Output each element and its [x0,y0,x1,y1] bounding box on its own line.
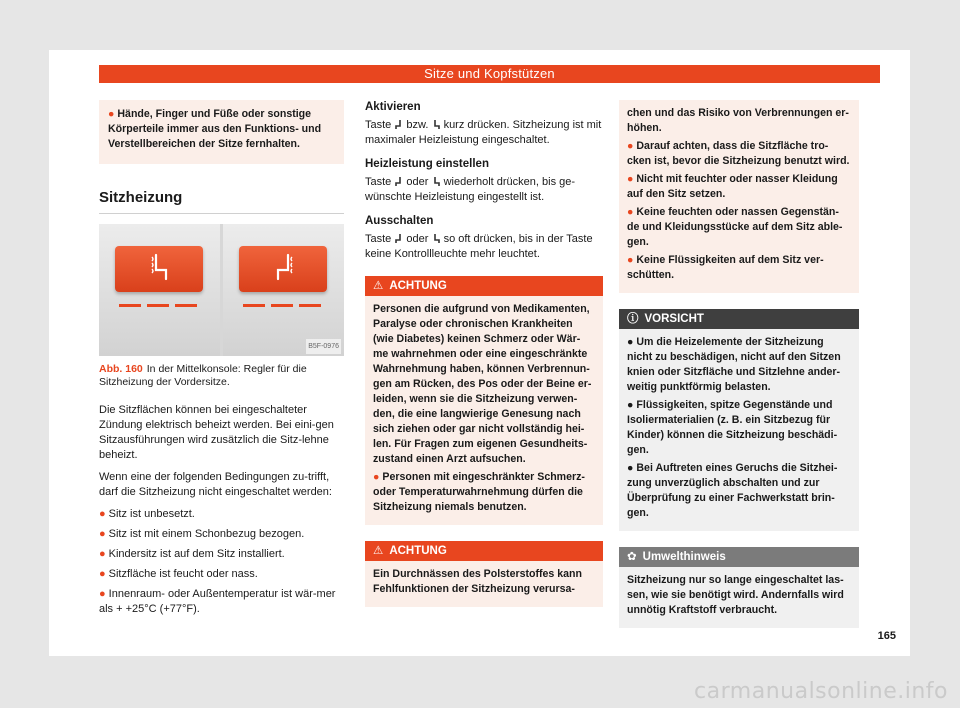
warning-triangle-icon: ⚠ [373,545,384,557]
right-control-panel [223,224,344,356]
environment-header: ✿ Umwelthinweis [619,547,859,567]
indicator-led [271,304,293,307]
subheading-off: Ausschalten [365,215,434,227]
seat-heating-icon [149,252,171,286]
list-item: ● Innenraum- oder Außentemperatur ist wär-mer als + +25°C (+77°F). [99,588,336,615]
caption-label: Abb. 160 [99,363,143,375]
indicator-led [175,304,197,307]
paragraph: Die Sitzflächen können bei eingeschalteter Zündung elektrisch beheizt werden. Bei eini-gen Sitzausführungen wird zusätzlich die Sitz-lehne beheizt. [99,404,334,461]
indicator-led [119,304,141,307]
list-item: ● Sitzfläche ist feucht oder nass. [99,568,258,580]
seat-heat-right-icon [432,176,441,187]
column-middle [365,100,603,607]
caution-header: ⓘ VORSICHT [619,309,859,329]
page-number: 165 [877,630,896,642]
flower-icon: ✿ [627,551,637,563]
seat-heating-button-right [239,246,327,292]
paragraph: Taste bzw. kurz drücken. Sitzheizung ist mit maximaler Heizleistung eingeschaltet. [365,119,602,146]
warning-continuation: chen und das Risiko von Verbrennungen er-höhen. ● Darauf achten, dass die Sitzfläche tro-cken ist, bevor die Sitzheizung benutzt wird. ● Nicht mit feuchter oder nasser Kleidung auf den Sitz setzen. ● Keine feuchten oder nassen Gegenstän-de und Kleidungsstücke auf dem Sitz able-gen. ● Keine Flüssigkeiten auf dem Sitz ver-schütten. [619,100,859,293]
seat-heating-icon [273,252,295,286]
warning-box [365,276,603,525]
indicator-led [147,304,169,307]
section-title: Sitzheizung [99,190,344,214]
body-text [99,403,344,617]
warning-body: Personen die aufgrund von Medikamenten, Paralyse oder chronischen Krankheiten (wie Diabetes) keinen Schmerz oder Wär-me wahrnehmen oder eine eingeschränkte Wahrnehmung haben, können Verbrennun-gen am Rücken, des Pos oder der Beine er-leiden, wenn sie die Sitzheizung verwen-den, die eine langwierige Genesung nach sich ziehen oder gar nicht vollständig hei-len. Für Fragen zum eigenen Gesundheits-zustand einen Arzt aufsuchen. ● Personen mit eingeschränkter Schmerz- oder Temperaturwahrnehmung dürfen die Sitzheizung niemals benutzen. [365,296,603,525]
paragraph: Taste oder wiederholt drücken, bis ge-wünschte Heizleistung eingestellt ist. [365,176,576,203]
column-left [99,100,344,622]
list-item: ● Sitz ist unbesetzt. [99,508,195,520]
seat-heat-right-icon [432,233,441,244]
paragraph: Wenn eine der folgenden Bedingungen zu-trifft, darf die Sitzheizung nicht eingeschaltet werden: [99,471,332,498]
warning-box [365,541,603,607]
column-right [619,100,859,628]
paragraph: Taste oder so oft drücken, bis in der Taste keine Kontrollleuchte mehr leuchtet. [365,233,593,260]
condition-list [99,507,344,617]
manual-page [49,50,910,656]
figure-reference: B5F-0976 [306,339,341,354]
page-header: Sitze und Kopfstützen [99,65,880,83]
info-circle-icon: ⓘ [627,313,639,325]
seat-heat-left-icon [394,119,403,130]
warning-body: Ein Durchnässen des Polsterstoffes kann Fehlfunktionen der Sitzheizung verursa- [365,561,603,607]
warning-triangle-icon: ⚠ [373,280,384,292]
warning-continuation [99,100,344,164]
seat-heat-right-icon [432,119,441,130]
subheading-level: Heizleistung einstellen [365,158,489,170]
environment-body: Sitzheizung nur so lange eingeschaltet las-sen, wie sie benötigt wird. Andernfalls wird unnötig Kraftstoff verbraucht. [619,567,859,628]
watermark: carmanualsonline.info [694,679,948,704]
seat-heat-left-icon [394,233,403,244]
warning-header: ⚠ ACHTUNG [365,276,603,296]
left-control-panel [99,224,220,356]
caption-text: In der Mittelkonsole: Regler für die Sitzheizung der Vordersitze. [99,363,307,388]
environment-box [619,547,859,628]
warning-header: ⚠ ACHTUNG [365,541,603,561]
figure-caption [99,363,344,389]
list-item: ● Sitz ist mit einem Schonbezug bezogen. [99,528,305,540]
bullet-icon: ● [108,108,115,120]
seat-heating-button-left [115,246,203,292]
figure-seat-heating-controls [99,224,344,356]
indicator-led [243,304,265,307]
caution-box [619,309,859,531]
warning-text: Hände, Finger und Füße oder sonstige Körperteile immer aus den Funktions- und Verstellbereichen der Sitze fernhalten. [108,108,322,150]
caution-body: ● Um die Heizelemente der Sitzheizung nicht zu beschädigen, nicht auf den Sitzen knien oder Sitzfläche und Sitzlehne ander-weitig punktförmig belasten. ● Flüssigkeiten, spitze Gegenstände und Isoliermaterialien (z. B. ein Sitzbezug für Kinder) können die Sitzheizung beschädi-gen. ● Bei Auftreten eines Geruchs die Sitzhei-zung unverzüglich abschalten und zur Überprüfung zu einer Fachwerkstatt brin-gen. [619,329,859,531]
indicator-led [299,304,321,307]
seat-heat-left-icon [394,176,403,187]
subheading-activate: Aktivieren [365,101,421,113]
list-item: ● Kindersitz ist auf dem Sitz installiert. [99,548,285,560]
